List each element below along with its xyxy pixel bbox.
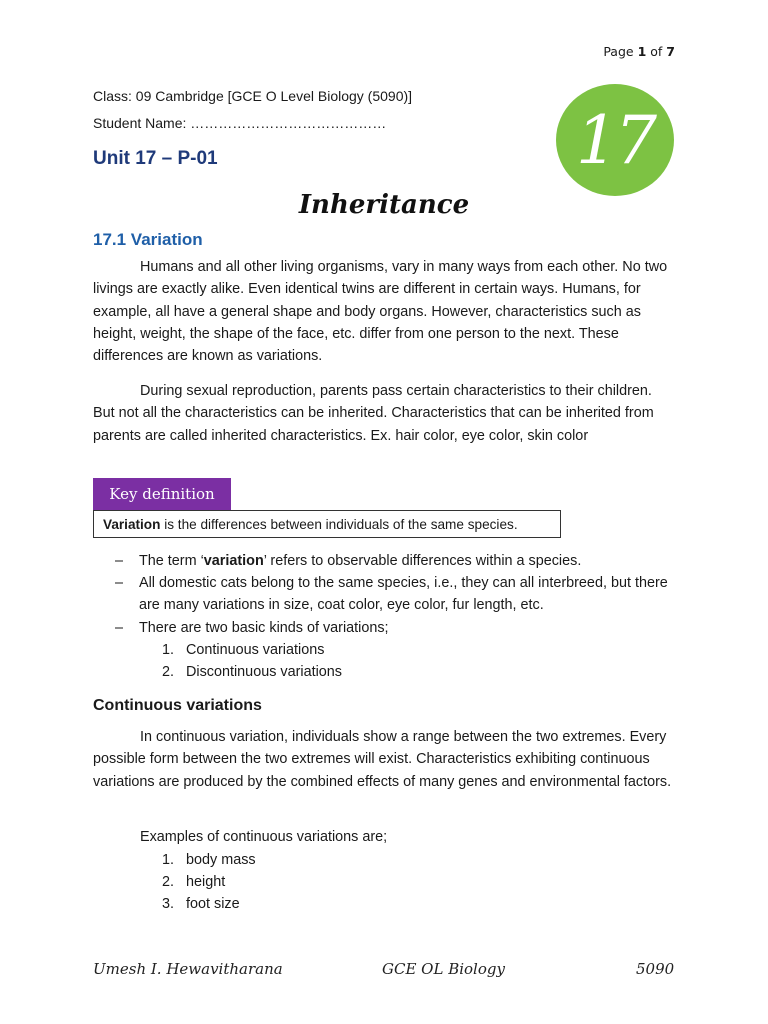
- page-current: 1: [637, 44, 647, 59]
- list-item: 2. Discontinuous variations: [162, 664, 342, 680]
- student-name-line: Student Name: ……………………………………: [93, 115, 387, 131]
- definition-text: is the differences between individuals of the same species.: [160, 516, 518, 532]
- list-item: 3. foot size: [162, 896, 240, 912]
- class-line: Class: 09 Cambridge [GCE O Level Biology (5090)]: [93, 88, 413, 104]
- paragraph-variation-intro: Humans and all other living organisms, vary in many ways from each other. No two livings are exactly alike. Even identical twins are different in certain ways. Humans, for example, all have a general shape and body organs. However, characteristics such as height, weight, the shape of the face, etc. differ from one person to the next. These differences are known as variations.: [93, 259, 668, 365]
- definition-term: Variation: [103, 516, 161, 532]
- unit-heading: Unit 17 – P-01: [93, 148, 218, 169]
- list-item: 2. height: [162, 874, 226, 890]
- footer-course: GCE OL Biology: [382, 960, 505, 978]
- examples-intro: Examples of continuous variations are;: [140, 829, 388, 845]
- footer-author: Umesh I. Hewavitharana: [93, 960, 283, 978]
- paragraph-inherited: During sexual reproduction, parents pass certain characteristics to their children. But not all the characteristics can be inherited. Characteristics that can be inherited from parents are called inherited characteristics. Ex. hair color, eye color, skin color: [93, 383, 654, 444]
- footer-code: 5090: [636, 960, 675, 978]
- list-item: 1. body mass: [162, 852, 256, 868]
- unit-number-badge: 17: [556, 84, 674, 196]
- key-definition-label: Key definition: [93, 478, 231, 510]
- page-label: Page: [603, 44, 634, 59]
- paragraph-continuous: In continuous variation, individuals show a range between the two extremes. Every possible form between the two extremes will exist. Characteristics exhibiting continuous variations are produced by the combined effects of many genes and environmental factors.: [93, 729, 672, 790]
- section-heading: 17.1 Variation: [93, 230, 203, 249]
- page-title: Inheritance: [298, 190, 470, 220]
- subsection-heading: Continuous variations: [93, 697, 262, 714]
- definition-box: [93, 510, 561, 538]
- page-of: of: [650, 44, 663, 59]
- list-item: 1. Continuous variations: [162, 642, 325, 658]
- page-number: [560, 44, 675, 59]
- page-total: 7: [666, 44, 675, 59]
